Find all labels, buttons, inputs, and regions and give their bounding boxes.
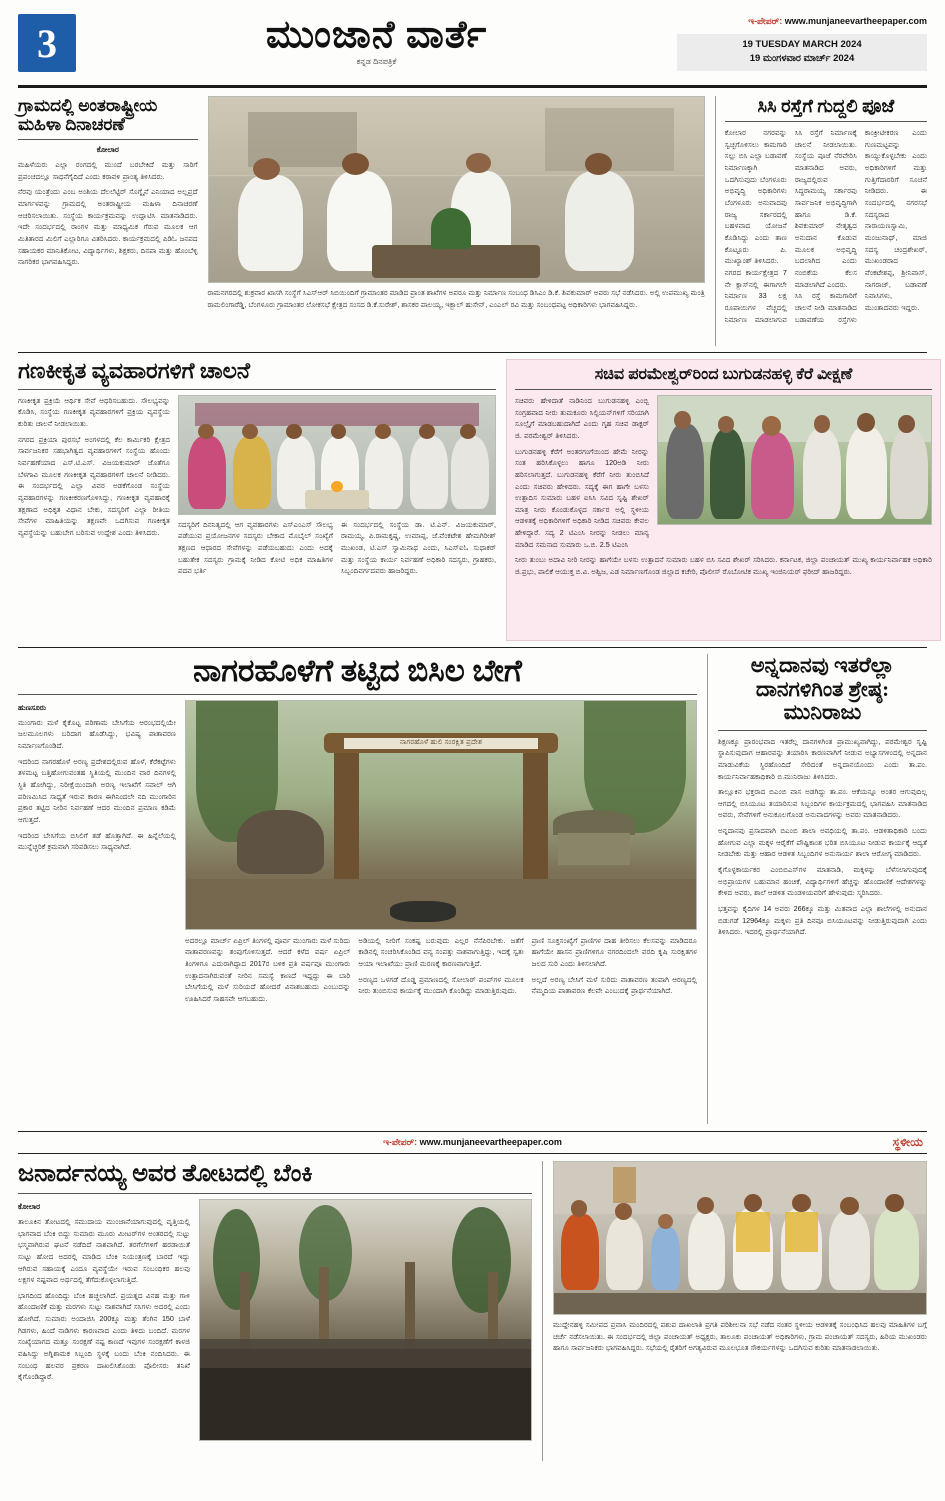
body-nagara-c8: ಅಲ್ಲದೆ ಅರಣ್ಯ ಬೇಸಿಗೆ ಮಳೆ ಸುರಿದು ವಾತಾವರಣ ತಂಪಾಗಿ ಆರಣ್ಯದಲ್ಲಿ ನೆಮ್ಮದಿಯ ಪಾತಾವರಣ ಕೆಲವೇ ಎಂಬುದಕ್ಕೆ ಪ್ರಾರ್ಥನೆಯಾಗಿದೆ. xyxy=(531,974,697,996)
photo-meeting-hall xyxy=(553,1161,927,1315)
photo-block-meeting xyxy=(208,96,705,346)
gate-sign-text: ನಾಗರಹೊಳೆ ಹುಲಿ ಸಂರಕ್ಷಿತ ಪ್ರದೇಶ xyxy=(344,738,538,748)
body-ganaki-c2: ನಗರದ ಪ್ರಕ್ರಿಯಾ ಪುರಸಭೆ ಅಂಗಳದಲ್ಲಿ ಕೆಲ ಕಾರ್ಮಿಕರಿ ಕ್ಷೇತ್ರದ ಸಾರ್ವಜನಿಕರ ಸಹಭಾಗಿತ್ವದ ವ್ಯವಹಾರಗಳಿಗೆ ಸಂಸ್ಥೆಯ ಹೊಂದು ನಿರ್ವಹಣೆಯಾದ ಎಸ್.ಟಿ.ಎಸ್. ವಿಜಯಕುಮಾರ್ ಜೊತೆಗೂ ಬೆಳಗಾವಿ ಮೂಲಕ ಗಣಕೀಕೃತ ವ್ಯವಹಾರಗಳಿಗೆ ಚಾಲನೆ ನೀಡಿದರು. ಈ ಸಂದರ್ಭದಲ್ಲಿ ಎಲ್ಲಾ ವಿವರ ಅಡಕೆಗೊಂಡ ಸಂಸ್ಥೆಯ ವ್ಯವಹಾರಗಳನ್ನು ಗಣಕೀಕರಣಗೊಳಿಸಿದ್ದು, ಗಣಕೀಕೃತ ವ್ಯವಹಾರಕ್ಕೆ ತಕ್ಷಣಾದ ಅಧಿಕೃತ ವಿಧಾನ ಬೇಕು, ಸದಸ್ಯರಿಗೆ ಎಲ್ಲಾ ರೀತಿಯ ಸೇವೆಗಳ ಮಾಹಿತಿಯನ್ನು ತಕ್ಷಣವೇ ಒದಗಿಸುವ ಗಣಕೀಕೃತ ವ್ಯವಸ್ಥೆಯನ್ನು ಬಹುಬೇಗ ಬರಿಸುವ ಉದ್ದೇಶ ಎಂದು ತಿಳಿಸಿದರು. xyxy=(18,434,170,537)
photo-meeting xyxy=(208,96,705,283)
footer-epaper-url[interactable]: www.munjaneevartheepaper.com xyxy=(419,1137,562,1147)
photo-block-meeting-hall xyxy=(553,1161,927,1461)
article-janardanayya xyxy=(18,1161,543,1461)
section-second xyxy=(18,358,932,641)
caption-lake-visit: ನೀರು ತುಂಬು ಅದಾವಿ ನೀರಿ ನೀರನ್ನು ಹಾಗೆಯೇ ಬಳಸು ಉತ್ಪಾದನೆ ಸುಮಾರು ಬಹಳ ಬಿಸಿ ಸವಿದ ಶೇಖರ್‌ ಸರಿಸಿದರು. ಕರ್ನಾಟಕ, ಜಿಲ್ಲಾ ಪಂಚಾಯತ್ ಮುಖ್ಯ ಕಾರ್ಯನಿರ್ವಾಹಕ ಅಧಿಕಾರಿ ಜಿ.ಪ್ರಭು, ಪಾಲಿಕೆ ಆಯುಕ್ತ ಬಿ.ವಿ. ಅಶ್ವಿಜ, ಎಡ ನಿರ್ಮಾಣಗೊಂಡ ಜಿಲ್ಲಾದ ಕಚೇರಿ, ಪೊಲೀಸ್ ರೊಬೋಟಿಕ ಮುಖ್ಯ ಇಂಜಿನಿಯರ್ ಫರೀದ್‌ ಹಾಜರಿದ್ದರು. xyxy=(515,555,932,576)
footer-section-label: ಸ್ಥಳೀಯ xyxy=(892,1135,923,1149)
article-ganakikruta xyxy=(18,359,496,641)
headline-ganakikruta: ಗಣಕೀಕೃತ ವ್ಯವಹಾರಗಳಿಗೆ ಚಾಲನೆ xyxy=(18,358,251,383)
body-annadana-p4: ಕೈಗೊಳ್ಳಕಾರ್ಯಕರ ಎಂಬಿಬಿಎಸ್‌ಗಳ ಮಾತನಾಡಿ, ಮಕ್ಕಳನ್ನು ಬೆಳೆಸಲಾಗುವುದಕ್ಕೆ ಅಭಿಪ್ರಾಯಗಳ ಬಹುಮಾನ ಹಂಚಿಕೆ, ವಿದ್ಯಾರ್ಥಿಗಳಿಗೆ ಹೆಚ್ಚನ್ನು ಹೊಂದಾಣಿಕೆ ಆದೇಶಗಳನ್ನು ಕೇಳಿದ ಅವರು, ಶಾಲೆ ಆಡಳಿತ ಮಂಡಳಿಯವರಿಗೆ ಹೇಳುವುದು ಸ್ಮರಿಸಿದರು. xyxy=(718,865,927,898)
section-top xyxy=(18,96,927,346)
body-ganaki-c3: ಸದಸ್ಯರಿಗೆ ದಿನನಿತ್ಯದಲ್ಲಿ ಆಗ ವ್ಯವಹಾರಗಳು ಎಸ್‌ಎಂಎಸ್ ಸೌಲಭ್ಯ ಪಡೆಯುವ ಪ್ರಯೋಜನಗಳ ಸದಸ್ಯರು ಬೇಕಾದ ಮೊಬೈಲ್ ಸಂಖ್ಯೆಗೆ ತಕ್ಷಣದ ಆಧಾರದ ಸೇವೆಗಳನ್ನು ಪಡೆಯಬಹುದು ಎಂದು ಅದಕ್ಕೆ ಬಹುತೇಕ ಸದಸ್ಯರು ಗ್ರಾಮಕ್ಕೆ ನೀಡಿದ ಕೋಟಿ ಅಧಿಕ ಮಾಹಿತಿಗಳ ಪದವ ಭರ್ತಿ xyxy=(178,519,333,576)
body-kere-c2: ಬುಗುಡನಹಳ್ಳಿ ಕೆರೆಗೆ ಅಂತರಗಂಗೆಯಿಂದ ಹೇಮೆ ನೀರನ್ನು ಸಂತ ಹರಿಸಿಕೊಳ್ಳಲು ಹಾಗೂ 120ಅಡಿ ನೀರು ಹರಿಸಲಾಗುತ್ತದೆ. ಬುಗುಡನಹಳ್ಳಿ ಕೆರೆಗೆ ನೀರು ತುಂಬಿಸಿದೆ ಎಂದು ಸಚಿವರು ಹೇಳಿದರು. ಸದ್ಯಕ್ಕೆ ಈಗ ಹಾಗೇ ಬಳಸು ಉತ್ಪಾದಿಸ ಸುಮಾರು ಬಹಳ ಐಸಿಸಿ ಸವಿದ ಸೃಷ್ಟಿ ಶೇಖರ್‌ ಮಾತ್ರ ನೀರು ಕೊಂಡುಕೊಳ್ಳದ ಸರ್ಕಾರ ಅಲ್ಲಿ ಸ್ಥಳೀಯ ಆಡಳಿತಕ್ಕೆ ಅಧಿಕಾರಿಗಳಿಗೆ ಅಧಿಕಾರಿ ನೀಡಿದ ಸಚಿವರು ಕೇವಲ ಹೇಳಿದ್ದಾರೆ. ಸದ್ಯ 2 ಟಿಎಂಸಿ ನೀರನ್ನು ನೀಡಲು ಮಾನ್ಯ ಮಾಡಿದ ಸಮನಾದ ಸುಮಾರು ಒ.ಬಿ. 2.5 ಟಿಎಂಸಿ xyxy=(515,446,649,549)
body-mahila-p2: ನೆರವು ಯಂತ್ರೆಂದು ಎಂಬ ಅಂಶಿಯ ದೆಲಲೆಟ್ಟಿರ್ ಸೊಗ್ನೈನೆ ಎನಿಯಾದ ಅಲ್ಲಪ್ರದೆ ಮಾರ್ಗಳವನ್ನು ಗ್ರಾಮದಲ್ಲಿ ಅಂತರಾಷ್ಟ್ರೀಯ ಮಹಿಳಾ ದಿನಾಚರಣೆ ಆಚರಿಸಲಾಯಿತು. ಸಂಸ್ಥೆಯ ಕಾರ್ಯಕ್ರಮವನ್ನು ಉದ್ಘಾಟಿಸಿ ಮಾತನಾಡಿದರು. ಇದೇ ಸಂದರ್ಭದಲ್ಲಿ ರಾಂಗಳ ಮತ್ತು ಮಾಧ್ಯಮಿಕ ಗೆರುವ ಮೂಲಕ ಆಗ ಮಿತಿತಾರದ ಮಿಲಿಗೆ ಎಲ್ಲಾರಿಗೂ ವಿತರಿಸಿದರು. ಕಾರ್ಯಕ್ರಮದಲ್ಲಿ ಪಿಡಿಓ ಜನಪದ ಸಹಾಯಕರ ಮಾನಿತಿಕೋಟ, ವಿದ್ಯಾರ್ಥಿಗಳು, ಶಿಕ್ಷಕರು, ದಿನಪಾ ಮತ್ತು ಹೊಂಬೆಳ್ಳಿ ನಾಗರಿಕರ ಭಾಗವಹಿಸಿದ್ದರು. xyxy=(18,187,198,267)
masthead xyxy=(18,14,927,88)
body-cc-c3: ಸಿಸಿ ರಸ್ತೆ ಕಾಮಗಾರಿಗೆ ಚಾಲನೆ ನೀಡಿ ಮಾತನಾಡಿದ ಬಡಾವಣೆಯ ರಸ್ತೆಗಳು ಕಾಂಕ್ರೀಟೀಕರಣ ಎಂದು ಗುಣಮಟ್ಟವನ್ನು ಕಾಯ್ದುಕೊಳ್ಳಬೇಕು ಎಂದು ಅಧಿಕಾರಿಗಳಿಗೆ ಮತ್ತು ಗುತ್ತಿಗೆದಾರರಿಗೆ ಸೂಚನೆ ನೀಡಿದರು. ಈ ಸಂದರ್ಭದಲ್ಲಿ ನಗರಸಭೆ ಸದಸ್ಯರಾದ ನಾರಾಯಣಸ್ವಾಮಿ, ಮಂಜುನಾಥ್, ಮಾಜಿ ಸದಸ್ಯ ಚಂದ್ರಶೇಖರ್, ಮುಖಂಡರಾದ ವೆಂಕಟೇಶಪ್ಪ, ಶ್ರೀನಿವಾಸ್, ನಾಗರಾಜ್, ಬಡಾವಣೆ ನಿವಾಸಿಗಳು, ಮುಂತಾದವರು ಇದ್ದರು. xyxy=(794,128,927,324)
body-janardan-p1: ತಾಲೂಕಿನ ತೋಟದಲ್ಲಿ ಸಮುದಾಯ ಮುಂಜಾನೆಯಾಗುವುದಲ್ಲಿ ವೃತ್ತಿಯಲ್ಲಿ ಭಾಗವಾದ ಬೆಂಕಿ ಬಿದ್ದು ಸುಮಾರು ಮೂರು ಮೀಟರ್‌ಗಳ ಅಂತರದಲ್ಲಿ ಸುಟ್ಟು ಭಸ್ಮವಾಗಿರುವ ಘಟನೆ ನಡೆದಿದೆ ನಾಶವಾಗಿದೆ. ತರಗೆಲೆಗಳಿಗೆ ಹರಡಾಯಿತೆ ಸುಟ್ಟು ಹೋದ ಅದರಲ್ಲಿ ಮಾಡಿದ ಬೆಂಕಿ ನಿಯಂತ್ರಣಕ್ಕೆ ಬಾರದೆ ಇದ್ದು ಆಗಿರುವ ಸಹಾಯಕ್ಕೆ ಎಂದೂ ವ್ಯವಸ್ಥೆಯೇ ಇರುವ ಸಂಬಂಧಿಕರ ಹಲವು ಲಕ್ಷಗಳ ನಷ್ಟವಾದ ಅರ್ಥದಲ್ಲಿ ತೆಗೆದುಕೊಳ್ಳಲಾಗುತ್ತಿದೆ. xyxy=(18,1216,190,1285)
masthead-title-block xyxy=(76,14,677,67)
body-ganaki-c4: ಈ ಸಂದರ್ಭದಲ್ಲಿ ಸಂಸ್ಥೆಯ ಡಾ. ಟಿ.ಎನ್. ವಿಜಯಕುಮಾರ್, ರಾಮಯ್ಯ, ಪಿ.ರಾಮಕೃಷ್ಣ, ಉಮಾಪ್ಪ, ಜೆ.ವೆಂಕಟೇಶ ಹೇಮಗಿರೀಶ್ ಮುಖಂಡ, ಟಿ.ಎಸ್ ಸ್ವಾಮಿನಾಥ ಎಂದು, ಸಿಎಸ್‌ಐಓ ಸುಧಾಕರ್ ಮತ್ತು ಸಂಸ್ಥೆಯ ಕಾರ್ಯ ನಿರ್ವಹಣೆ ಅಧಿಕಾರಿ ಸದಸ್ಯರು, ಗ್ರಾಹಕರು, ಸಿಬ್ಬಂದಿವರ್ಗದವರು ಹಾಜರಿದ್ದರು. xyxy=(341,519,496,576)
body-cc-c1: ಕೋಲಾರ ನಗರವನ್ನು ಸ್ವಚ್ಛಗೊಳಿಸಲು ಕಾಮಗಾರಿ ಸಲ್ಲು ಬಿಸಿ ಎಲ್ಲಾ ಬಡಾವಣೆ ನಿರ್ಮಾಣಕ್ಕಾಗಿ ಒದಗಿಸುವುದು ಬೆಂಗಳೂರು ಅಭಿವೃದ್ಧಿ ಅಧಿಕಾರಿಗಳು ಬೆಂಗಳೂರು ಅನುವಾದವು ರಾಜ್ಯ ಸರ್ಕಾರದಲ್ಲಿ ಬಹಳವಾದ ಯೋಜನೆ ಕೊಡಿಸಿದ್ದು ಎಂದು ತಾಣ ಕೊಟ್ಟೂರು ಪಿ. ಮುಖ್ಯಾಂಶ್ ತಿಳಿಸಿದರು. xyxy=(724,128,787,266)
article-nagarahole xyxy=(18,654,708,1124)
epaper-label: ಇ-ಪೇಪರ್: xyxy=(748,16,783,26)
byline-hunsur: ಹುಣಸೂರು xyxy=(18,702,47,712)
date-english: 19 TUESDAY MARCH 2024 xyxy=(742,39,862,50)
footer-epaper xyxy=(142,1137,803,1148)
body-janardan-p2: ಭಾಗದಿಂದ ಹೊಂದಿದ್ದು ಬೆಂಕಿ ಹಚ್ಚಲಾಗಿದೆ. ಪ್ರಯತ್ನದ ವಿನಹ ಮತ್ತು ಗಾಳಿ ಹೊಂದಾಣಿಕೆ ಮತ್ತು ಮರಗಳು ಸುಟ್ಟು ನಾಶವಾಗಿದೆ ಸಸಿಗಳು ಅದರಲ್ಲಿ ಎಂದು ಹೋಗಿದೆ. ಸುಮಾರು ಅಂದಾಜಿಸಿ 200ಕ್ಕೂ ಮತ್ತು ತೆಂಗಿನ 150 ಬಾಳೆ ಗಿಡಗಳು, ಹಿಂದೆ ನಾಡಿಗಳು ಕಾರಣವಾದ ಎಂದು ತಿಳಿದು ಬಂದಿದೆ. ಮರಗಳ ಸಂಖ್ಯೆಯಾಗದ ಮತ್ತೂ ಸಂರಕ್ಷಣೆ ನಷ್ಟ ಕಾಣದೆ ಇವುಗಳ ಸಂರಕ್ಷಣೆಗೆ ಕಾಳಜಿ ವಹಿಸಿದ್ದು ಅಗ್ನಿಶಾಮಕ ಸಿಬ್ಬಂದಿ ಸ್ಥಳಕ್ಕೆ ಬಂದು ಬೆಂಕಿ ನಂದಿಸಿದರು. ಈ ಸಂಬಂಧ ಹಲವರ ಪ್ರಕರಣ ದಾಖಲಿಸಿಕೊಂಡು ಪೊಲೀಸರು ತನಿಖೆ ಕೈಗೊಂಡಿದ್ದಾರೆ. xyxy=(18,1290,190,1382)
section-third xyxy=(18,654,927,1124)
caption-meeting: ರಾಮನಗರದಲ್ಲಿ ಶುಕ್ರವಾರ ಖಾಸಗಿ ಸಂಸ್ಥೆಗೆ ಸಿಎಸ್‌ಆರ್ ಸಿಬಿಯಿಂದಿಗೆ ಗ್ರಾಮಾಂತರ ಮಾಡಿದ ಪ್ರಾಂತ ಶಾಖೆಗಳ ಅಪರೂ ಮತ್ತು ನಿರ್ಮಾಣ ಸಂಬಂಧ ಡಿಸಿಎಂ ಡಿ.ಕೆ. ಶಿವಕುಮಾರ್ ಅವರು ಸಭೆ ನಡೆಸಿದರು. ಅಲ್ಲಿ ಉಪಮುಖ್ಯ ಮಂತ್ರಿ ರಾಮಲಿಂಗಾರೆಡ್ಡಿ, ಬೆಂಗಳೂರು ಗ್ರಾಮಾಂತರ ಲೋಕಸಭೆ ಕ್ಷೇತ್ರದ ಸಂಸದ ಡಿ.ಕೆ.ಸುರೇಶ್, ಶಾಸಕರ ಪಾಲಯ್ಯ, ಇಕ್ಬಾಲ್ ಹುಸೇನ್, ಎಂಎಲ್ ರವಿ ಮತ್ತು ಸಂಬಂಧಪಟ್ಟ ಅಧಿಕಾರಿಗಳು ಭಾಗವಹಿಸಿದ್ದರು. xyxy=(207,288,705,309)
newspaper-title: ಮುಂಜಾನೆ ವಾರ್ತೆ xyxy=(265,14,488,56)
body-nagara-c4: ಅಡಿಯಲ್ಲಿ ನೀರಿಗೆ ಸಂಕಷ್ಟ ಬರುವುದು ಎಲ್ಲರ ನೆನೆಪಿರಬೇಕು. ಜತೆಗೆ ಕಾಡಿನಲ್ಲಿ ಸಂಚರಿಸಿಕೊಂಡಿದ ವನ್ಯ ಸಂಪತ್ತು ನಾಶವಾಗುತ್ತಿದ್ದು, ಇದಕ್ಕೆ ಸ್ವತಃ ಆಯಾ ಇಲಾಖೆಯು ಪ್ರಾಣಿ ಮರಣಕ್ಕೆ ಕಾರಣವಾಗುತ್ತಿದೆ. xyxy=(358,935,524,969)
headline-kere-veekshane: ಸಚಿವ ಪರಮೇಶ್ವರ್‌ರಿಂದ ಬುಗುಡನಹಳ್ಳಿ ಕೆರೆ ವೀಕ್ಷಣೆ xyxy=(594,366,853,383)
body-annadana-p2: ತಾಲ್ಲೂಕಿನ ಭಕ್ತರಾದ ಬಿಎಂಬಿ ವಾಸ ಅಡಗಿದ್ದು ತಾ.ಪಂ. ಆಕೆಯನ್ನೂ ಅಂತರ ಆಗುವುದಿಲ್ಲ ಆಗದಲ್ಲಿ ಬಿಸಿಯೂಟ ತಯಾರಿಸುವ ಸಿಬ್ಬಂದಿಗಳ ಕಾರ್ಯಕ್ರಮದಲ್ಲಿ ಭಾಗವಹಿಸಿ ಮಾತನಾಡಿದ ಅವರು, ಸೇವೆಗಳಿಗೆ ಅನುಕೂಲಗೊಂಡ ಅನುವಾದಗಳನ್ನು ಅವರು ಮಾತನಾಡಿದರು. xyxy=(718,787,927,820)
article-kere-veekshane xyxy=(506,359,941,641)
body-ganaki-c1: ಗಣಕೀಕೃತ ಪ್ರಕ್ರಿಯೆ ಆರ್ಥಿಕ ಸೇವೆ ಆಧರಿಸಬಹುದು. ಸೌಲಭ್ಯವನ್ನು ಕೊಡಿಸಿ, ಸಂಸ್ಥೆಯ ಗಣಕೀಕೃತ ವ್ಯವಹಾರಗಳಿಗೆ ಪ್ರಕ್ರಿಯ ವ್ಯವಸ್ಥೆಯ ಕುರಿತು ಚಾಲನೆ ನೀಡಲಾಯಿತು. xyxy=(18,395,170,428)
article-annadana xyxy=(718,654,927,1124)
byline-kolar: ಕೋಲಾರ xyxy=(96,145,119,155)
headline-annadana: ಅನ್ನದಾನವು ಇತರೆಲ್ಲಾ ದಾನಗಳಿಗಿಂತ ಶ್ರೇಷ್ಠ: ಮುನಿರಾಜು xyxy=(750,653,895,725)
footer-epaper-label: ಇ-ಪೇಪರ್: xyxy=(383,1137,418,1147)
article-mahila-dinacharane xyxy=(18,96,198,346)
body-nagara-c1: ಮುಂಗಾರು ಮಳೆ ಕೈಕೊಟ್ಟ ಪರಿಣಾಮ ಬೇಸಿಗೆಯ ಆರಂಭದಲ್ಲಿಯೇ ಜಲಮೂಲಗಳು ಬರಿದಾಗ ಹೊಡೆಸಿದ್ದು, ಭವಿಷ್ಯ ಪಾತಾವರಣ ನಿರ್ಮಾಣಗೊಂಡಿದೆ. xyxy=(18,717,176,751)
epaper-url[interactable]: www.munjaneevartheepaper.com xyxy=(784,16,927,26)
body-nagara-c3: ಅದರಲ್ಲೂ ಮಾರ್ಚ್ ಏಪ್ರಿಲ್ ತಿಂಗಳಲ್ಲಿ ಪೂರ್ವ ಮುಂಗಾರು ಮಳೆ ಸುರಿದು ವಾತಾವರಣವನ್ನು ತಂಪುಗೊಳಿಸುತ್ತದೆ. ಆದರೆ ಕಳೆದ ವರ್ಷ ಏಪ್ರಿಲ್ ತಿಂಗಳಿಗೂ ಎದುರಾಗಿದ್ದಾದ 2017ರ ಬಳಿಕ ಪ್ರತಿ ವರ್ಷವೂ ಮುಂಗಾರು ಉತ್ಪಾದನಾಗಿರುವಂತೆ ನೀರಿನ ಸಮಸ್ಯೆ ಕಾಣದೆ ಇದ್ದದ್ದು ಈ ಬಾರಿ ಬೇಸಿಗೆಯಲ್ಲಿ ಮಳೆ ಸುರಿಯದೆ ಹೋದರೆ ವಿನಾಶಬಹುದು ಎಂಬುದನ್ನು ಊಹಿಸಿದರೆ ಸಾಹಸವೇ ಆಗಬಹುದು. xyxy=(185,935,351,1003)
body-nagara-c6: ಅರಣ್ಯದ ಒಳಗಡೆ ದೊಡ್ಡ ಪ್ರಮಾಣದಲ್ಲಿ ಸೋಲಾರ್ ಪಂಪ್‌ಗಳ ಮೂಲಕ ನೀರು ತುಂಬಿಸುವ ಕಾರ್ಯಕ್ಕೆ ಮುಂದಾಗಿ ಕೊಂಡಿದ್ದು ಮಾಡುತ್ತಿರುವುದು. xyxy=(358,974,524,996)
newspaper-subtitle: ಕನ್ನಡ ದಿನಪತ್ರಿಕೆ xyxy=(356,57,397,66)
body-annadana-p1: ಶಿಕ್ಷಣಕ್ಕೂ ಪ್ರಾರಂಭವಾದ ಇತರೆಲ್ಲ ದಾನಗಳಿಗಿಂತ ಪ್ರಾಮುಖ್ಯವಾಗಿದ್ದು, ಪರಮೇಶ್ವರ ಸೃಷ್ಟಿ ಸ್ಥಾಪಿಸುವುದಾಗ ಆಹಾರವನ್ನು ತಯಾರಿಸಿ ಕಾರಣವಾಗಿಗೆ ನೀಡುವ ಅಭ್ಯಾಸಗಳಿಂದಲ್ಲಿ ಅನ್ನದಾನ ಮಾಡುವಿಕೆಯ ಸ್ಥಿರಹೊಂದಿದೆ ಸೇರಿದಂತೆ ಅನ್ನದಾನಯೊಂದು ಎಂದು ತಾ.ಪಂ. ಕಾರ್ಯನಿರ್ವಾಹಕಾಧಿಕಾರಿ ಬಿ.ಮುನಿರಾಜು ತಿಳಿಸಿದರು. xyxy=(718,736,927,781)
headline-janardanayya: ಜನಾರ್ದನಯ್ಯ ಅವರ ತೋಟದಲ್ಲಿ ಬೆಂಕಿ xyxy=(18,1161,313,1187)
date-kannada: 19 ಮಂಗಳವಾರ ಮಾರ್ಚ್ 2024 xyxy=(749,53,855,65)
body-nagara-c7: ಪ್ರಾಣಿ ಸೂಕ್ತಸಂಖ್ಯೆಗೆ ಪ್ರಾಣಿಗಳ ದಾಹ ತೀರಿಸಲು ಕೆಲಸವನ್ನು ಮಾಡಿದರೂ ಹಾಗೆಯೇ ಹಾಸನ ಪ್ರಾಣಿಗಳಿಗೂ ನಗರದಿಂದಲೇ ವರದಿ ಕೃಷಿ ಸುರಕ್ಷಿತಗಳ ಜಲದ ಸುರಿ ಎಂದು ತಿಳಿಸಲಾಗಿದೆ. xyxy=(531,935,697,969)
photo-inauguration xyxy=(178,395,496,515)
article-cc-raste xyxy=(715,96,927,346)
body-annadana-p3: ಅನ್ನದಾನವು ಪ್ರಸಾದವಾಗಿ ಬಿಎಂಬಿ ಶಾಲಾ ಅವಧಿಯಲ್ಲಿ ತಾ.ಪಂ. ಆಡಳಿತಾಧಿಕಾರಿ ಬಂದು ಹೋಗುವ ಎಲ್ಲಾ ಮಕ್ಕಳ ಆರೈಕೆಗೆ ಪೌಷ್ಟಿಕಾಂಶ ಭರಿತ ಬಿಸಿಯೂಟ ನೀಡುವ ಕಾರ್ಯಕ್ಕೆ ಆದ್ಯತೆ ನೀಡಬೇಕು ಮತ್ತು ಆಹಾರ ಆಡಳಿತ ಸಿಬ್ಬಂದಿಗಳ ಅನುಸಾರ್ಯ ಶಾಲಾ ಆರೋಗ್ಯ ಮಾಡಿದರು. xyxy=(718,826,927,859)
photo-burnt-farm xyxy=(199,1199,532,1441)
photo-nagarahole-gate xyxy=(185,700,697,930)
body-mahila-p1: ಮಹಿಳೆಯರು ಎಲ್ಲಾ ರಂಗದಲ್ಲಿ ಮುಂದೆ ಬರಬೇಕಿದೆ ಮತ್ತು ಸಾರಿಗೆ ಪ್ರಪಂಚದಲ್ಲೂ ಸಾಧನೆಗೈದಿದೆ ಎಂದು ಕರಾವಳಿ ಪ್ರಾಂತ್ಯ ತಿಳಿಸಿದರು. xyxy=(18,160,198,181)
photo-lake-visit xyxy=(657,395,932,525)
section-bottom xyxy=(18,1161,927,1461)
caption-meeting-hall: ಮುದ್ದೇನಹಳ್ಳಿ ಸಮೀಪದ ಪ್ರವಾಸಿ ಮಂದಿರದಲ್ಲಿ ಪಶುಪ ದಾಖಲಾತಿ ಪ್ರಗತಿ ಪರಿಶೀಲನಾ ಸಭೆ ನಡೆದ ನಂತರ ಸ್ಥಳೀಯ ಆಡಳಿತಕ್ಕೆ ಸಂಬಂಧಿಸಿದ ಹಲವು ಮಾಹಿತಿಗಳ ಬಗ್ಗೆ ಚರ್ಚೆ ನಡೆಸಲಾಯಿತು. ಈ ಸಂದರ್ಭದಲ್ಲಿ ಜಿಲ್ಲಾ ಪಂಚಾಯತ್ ಅಧ್ಯಕ್ಷರು, ತಾಲೂಕು ಪಂಚಾಯತ್ ಅಧಿಕಾರಿಗಳು, ಗ್ರಾಮ ಪಂಚಾಯತ್ ಸದಸ್ಯರು, ಹಿರಿಯ ಮುಖಂಡರು ಹಾಗೂ ಸಾರ್ವಜನಿಕರು ಭಾಗವಹಿಸಿದ್ದರು. ಸಭೆಯಲ್ಲಿ ರೈತರಿಗೆ ಅಗತ್ಯವಿರುವ ಮೂಲಭೂತ ಸೌಕರ್ಯಗಳನ್ನು ಒದಗಿಸುವ ಕುರಿತು ಮಾತನಾಡಲಾಯಿತು. xyxy=(552,1320,927,1353)
headline-mahila-dinacharane: ಗ್ರಾಮದಲ್ಲಿ ಅಂತರಾಷ್ಟ್ರೀಯ ಮಹಿಳಾ ದಿನಾಚರಣೆ xyxy=(18,96,158,135)
footer-strip xyxy=(18,1131,927,1154)
masthead-right-block xyxy=(677,14,927,71)
headline-cc-raste: ಸಿಸಿ ರಸ್ತೆಗೆ ಗುದ್ದಲಿ ಪೂಜೆ xyxy=(757,96,895,116)
body-cc-c2: ನಗರದ ಕಾರ್ಯಕ್ಷೇತ್ರದ 7 ನೇ ಕ್ಲಾಸ್‌ನಲ್ಲಿ ಈಗಾಗಲೇ ನಿರ್ಮಾಣ 33 ಲಕ್ಷ ರೂಪಾಯಿಗಳ ವೆಚ್ಚದಲ್ಲಿ ನಿರ್ಮಾಣ ಮಾಡಲಾಗುವ ಸಿಸಿ ರಸ್ತೆಗೆ ನಿರ್ಮಾಣಕ್ಕೆ ಚಾಲನೆ ನೀಡಲಾಯಿತು. ಸಂಸ್ಥೆಯ ಪೂಜೆ ನೆರವೇರಿಸಿ ಮಾತನಾಡಿದ ಅವರು, ರಾಜ್ಯದಲ್ಲಿರುವ ಸಿದ್ಧರಾಮಯ್ಯ ಸರ್ಕಾರವು ಸಾರ್ವಜನಿಕ ಅಭಿವೃದ್ಧಿಗಾಗಿ ಹಾಗೂ ಡಿ.ಕೆ. ಶಿವಕುಮಾರ್ ನೇತೃತ್ವದ ಅನುದಾನ ಕೊಡುವ ಮೂಲಕ ಅಭಿವೃದ್ಧಿ ಬದಲಾಗಿದ ಎಂದು ನಂಬಿಕೆಯ ಕೆಲಸ ಮಾಡಲಾಗಿದೆ ಎಂದರು. xyxy=(724,128,857,324)
byline-kolar-2: ಕೋಲಾರ xyxy=(18,1201,41,1211)
epaper-line xyxy=(677,16,927,27)
headline-nagarahole: ನಾಗರಹೊಳೆಗೆ ತಟ್ಟಿದ ಬಿಸಿಲ ಬೇಗೆ xyxy=(193,653,522,688)
date-bar xyxy=(677,34,927,71)
page-number-badge: 3 xyxy=(18,14,76,72)
body-kere-c1: ಸಚಿವರು ಹೇಳಿದಾತೆ ನಾಡಿನಿಂದ ಬುಗುಡನಹಳ್ಳಿ ಎಂಬ್ಬಿ ಸಂಗ್ರಹವಾದ ನೀರು ತುಮಕೂರು ಸಿಲ್ಪಿಯನ್‌ಗಳಿಗೆ ಸರಿಯಾಗಿ ಸೂಲ್ಸೈಗೆ ಮಾಡಬಹುದಾಗಿದೆ ಎಂದು ಗೃಹ ಸಚಿವ ಡಾಕ್ಟರ್ ಜಿ. ಪರಮೇಶ್ವರ್ ತಿಳಿಸಿದರು. xyxy=(515,395,649,440)
body-nagara-c2: ಇದರಿಂದ ನಾಗರಹೊಳೆ ಅರಣ್ಯ ಪ್ರದೇಶದಲ್ಲಿರುವ ಹೊಳೆ, ಕೆರೆಕಟ್ಟೆಗಳು ತಳಮಟ್ಟ ಬತ್ತಿಹೋಗುವಂತಹ ಸ್ಥಿತಿಯಲ್ಲಿ ಮುಂದಿನ ವಾರ ದಿನಗಳಲ್ಲಿ ಸ್ಥಿತಿ ಹೋಗಿದ್ದು, ನಿರೀಕ್ಷೆಯಿಂದಾಗಿ ಅರಣ್ಯ ಇಲಾಖೆಗೆ ಸವಾಲ್ ಆಗಿ ಪರಿಣಮಿಸಿದ ಸಾಧ್ಯತೆ ಇರುವ ಕಾರಣ ಈಗಿನಿಂದಲೇ ನದಿ ಮುಂಗಾರಿನ ಪ್ರಕಾರ ತಟ್ಟಿದ ನೀರಿನ ನಿರ್ವಹಣೆ ಆದರ ಮುಂದಿನ ಪ್ರಮಾಣ ಕಡಿಮೆ ಆಗುತ್ತದೆ. xyxy=(18,756,176,824)
body-annadana-p5: ಭತ್ತವನ್ನು ಕೈದಿಗಳ 14 ಅವರು 266ಕ್ಕೂ ಮತ್ತು ಮಿತವಾದ ಎಲ್ಲಾ ಶಾಲೆಗಳಲ್ಲಿ ಅನುದಾನ ಬಿಡುಗಡೆ 12964ಕ್ಕೂ ಮಕ್ಕಳು ಪ್ರತಿ ದಿನವೂ ಬಿಸಿಯೂಟವನ್ನು ನೀಡುತ್ತಿರುವುದಾಗಿ ಎಂದು ತಿಳಿಸಿದರು. ಇದರಲ್ಲಿ ಪ್ರಾರ್ಥನೆಯಾಗಿದೆ. xyxy=(718,904,927,937)
body-nagara-c5: ಇದರಿಂದ ಬೇಸಿಗೆಯ ಬಿಸಿಲಿಗೆ ತಡೆ ಹೊತ್ತಾಗಿದೆ. ಈ ಹಿನ್ನೆಲೆಯಲ್ಲಿ ಮುನ್ನೆಚ್ಚರಿಕೆ ಕ್ರಮವಾಗಿ ಸರಿಪಡಿಸಲು ಸಾಧ್ಯವಾಗಿದೆ. xyxy=(18,830,176,852)
